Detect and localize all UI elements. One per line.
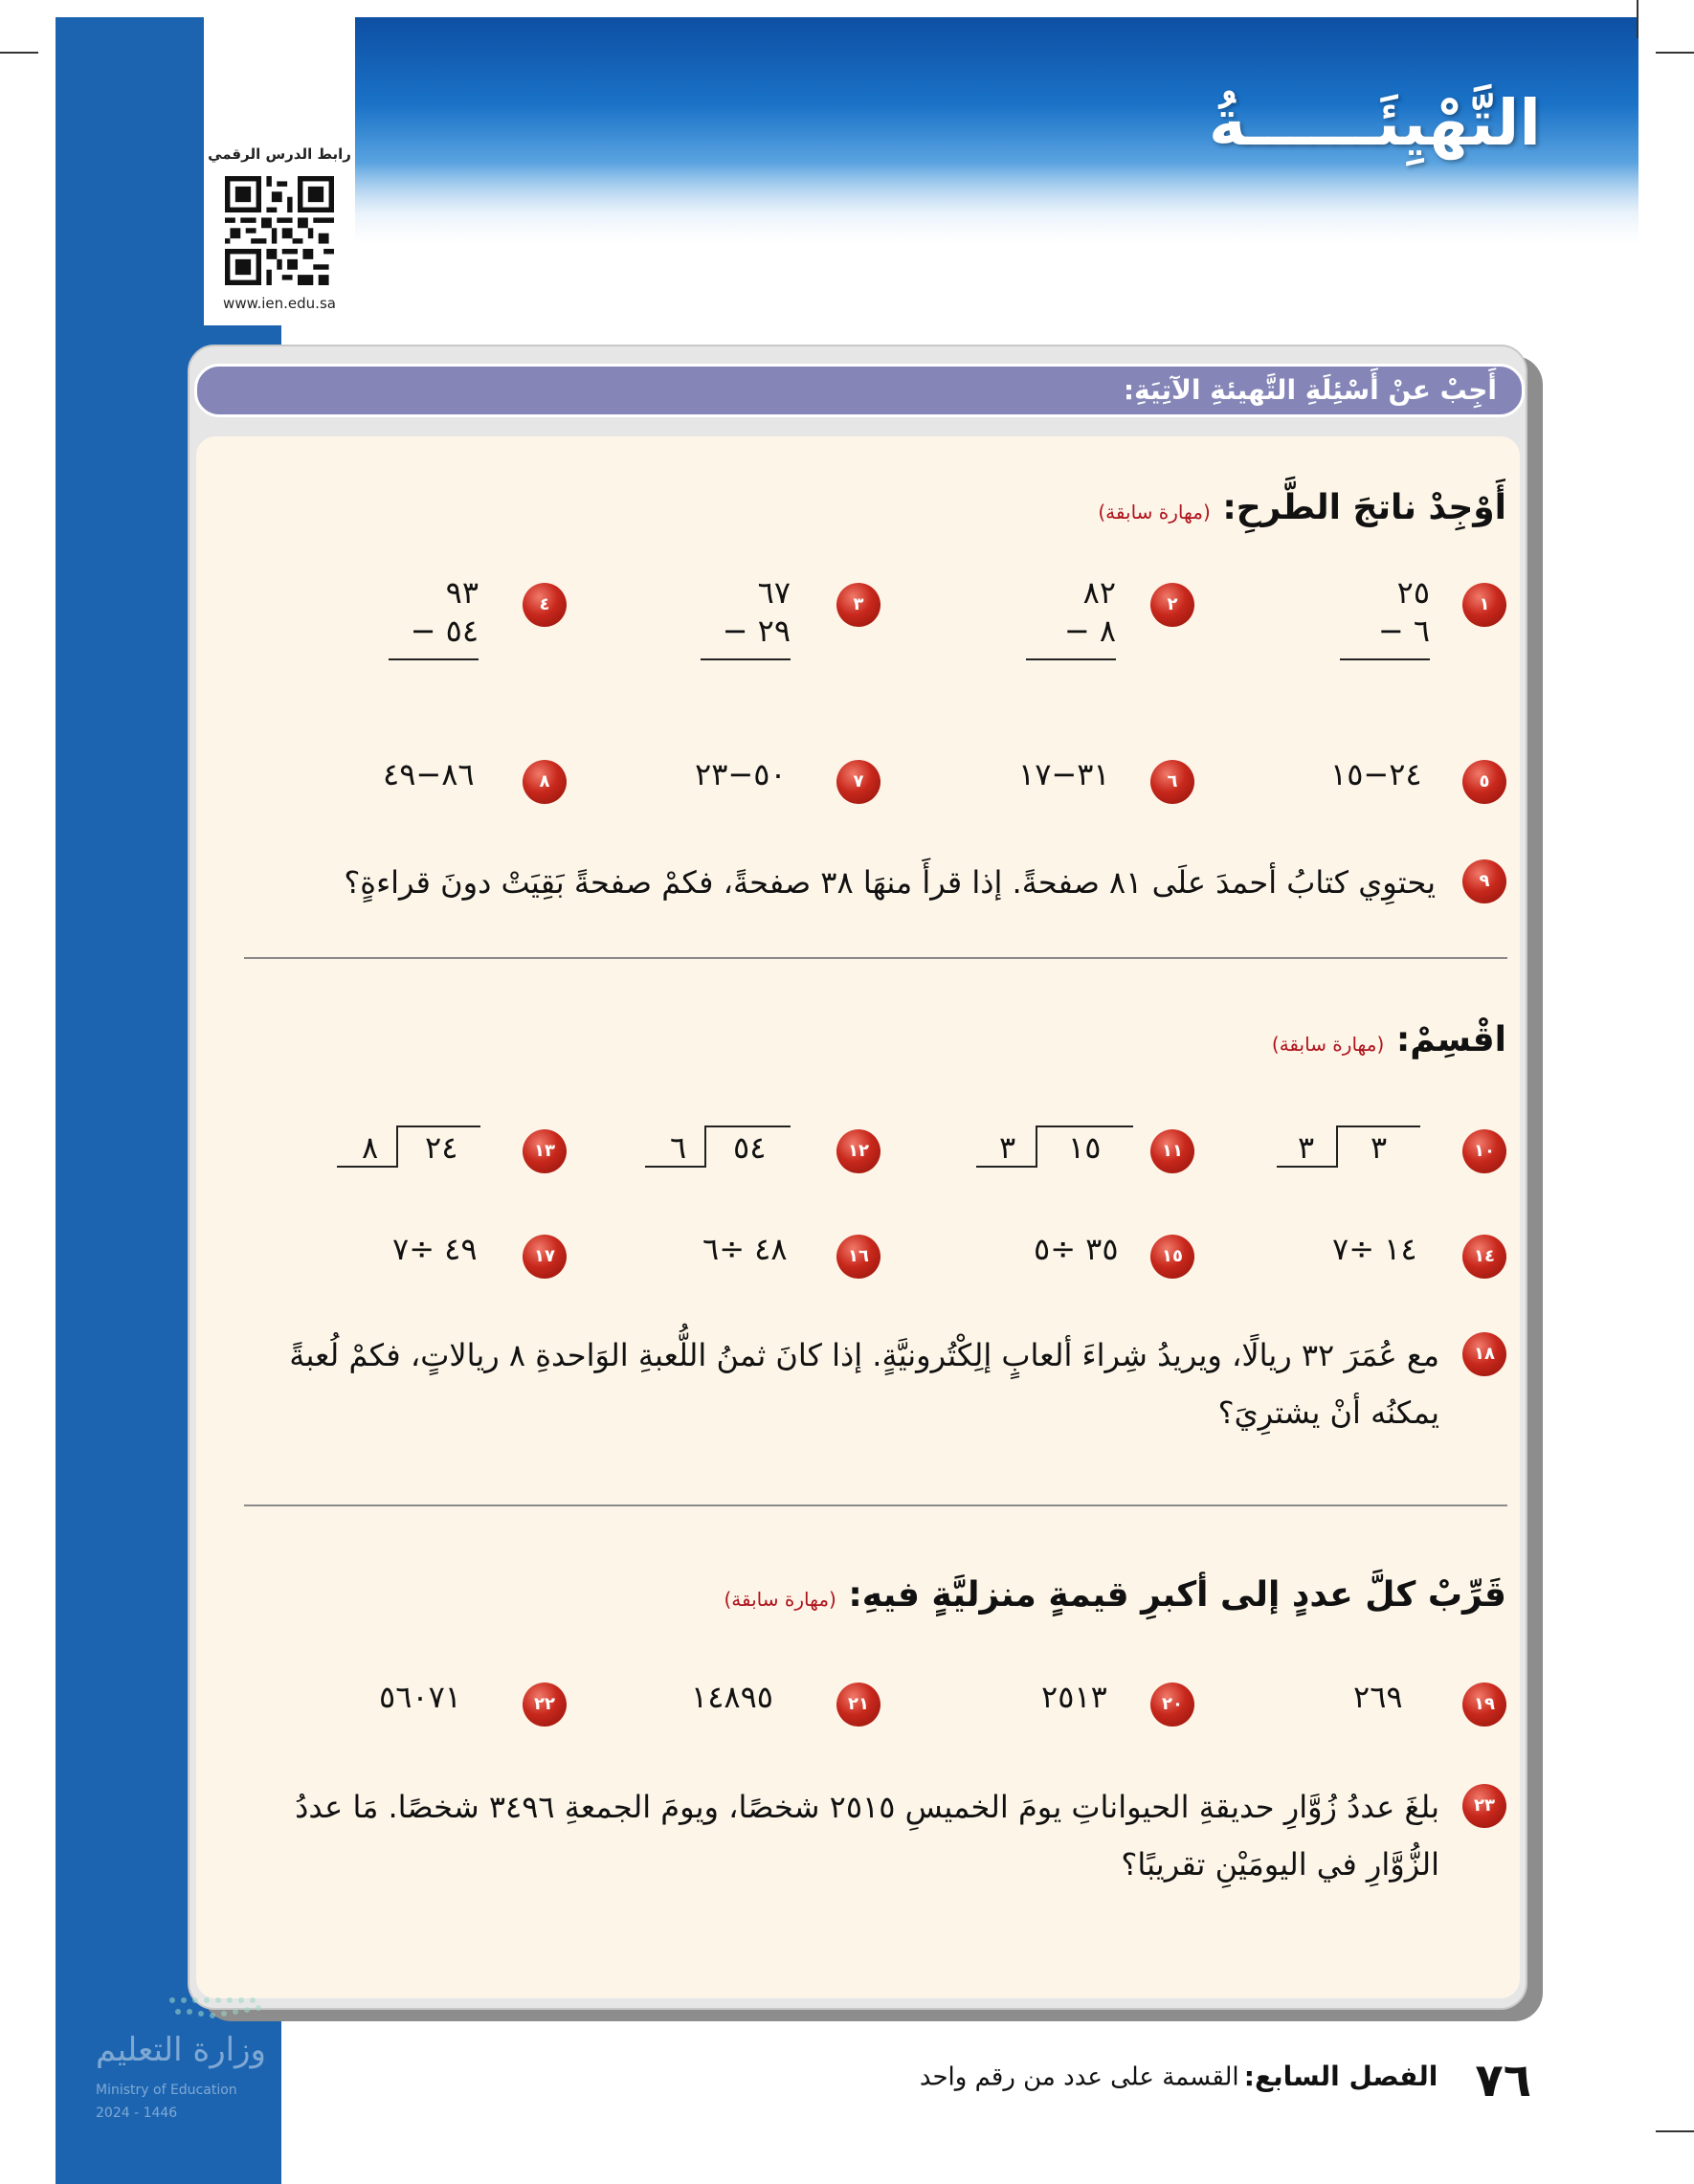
subtrahend: ٨ − — [1063, 613, 1116, 649]
section-divider — [244, 957, 1507, 959]
rounding-value: ٢٥١٣ — [1041, 1679, 1107, 1715]
question-number: ٢٣ — [1462, 1784, 1506, 1828]
rounding-value: ٢٦٩ — [1353, 1679, 1403, 1715]
dividend: ٣ — [1371, 1129, 1388, 1166]
answer-line — [1026, 658, 1116, 697]
subtraction-expression: ٢٤−١٥ — [1330, 756, 1422, 792]
divisor: ٣ — [1298, 1129, 1315, 1166]
question-number: ٥ — [1462, 760, 1506, 804]
word-problem: بلغَ عددُ زُوَّارِ حديقةِ الحيواناتِ يومَ الخميسِ ٢٥١٥ شخصًا، ويومَ الجمعةِ ٣٤٩٦ شخصًا. مَا عددُ الزُّوَّارِ في اليومَيْنِ تقريبًا؟ — [295, 1789, 1439, 1883]
subtrahend: ٢٩ − — [722, 613, 791, 649]
question-number: ١٦ — [836, 1235, 880, 1279]
section-heading-division — [1272, 1020, 1506, 1059]
dividend: ١٥ — [1068, 1129, 1102, 1166]
banner-shine — [281, 163, 1638, 249]
question-number: ١٩ — [1462, 1683, 1506, 1727]
qr-code-icon[interactable] — [225, 176, 334, 285]
division-expression: ٣٥ ÷٥ — [1034, 1231, 1119, 1267]
long-division — [645, 1125, 791, 1171]
qr-url[interactable]: www.ien.edu.sa — [223, 295, 336, 312]
minuend: ٨٢ — [1082, 574, 1116, 611]
intro-bar — [194, 364, 1525, 417]
answer-line — [1340, 658, 1430, 697]
ministry-logo — [96, 1991, 306, 2144]
long-division — [976, 1125, 1133, 1171]
vertical-subtraction — [389, 574, 479, 697]
vertical-subtraction — [1340, 574, 1430, 697]
vertical-subtraction — [1026, 574, 1116, 697]
subtraction-expression: ٣١−١٧ — [1018, 756, 1110, 792]
question-number: ١٤ — [1462, 1235, 1506, 1279]
question-number: ٧ — [836, 760, 880, 804]
question-number: ٣ — [836, 583, 880, 627]
section-heading-subtraction — [1098, 488, 1506, 527]
heading-text: قَرِّبْ كلَّ عددٍ إلى أكبرِ قيمةٍ منزليَّةٍ فيهِ: — [848, 1575, 1506, 1615]
dividend: ٥٤ — [733, 1129, 767, 1166]
rounding-value: ١٤٨٩٥ — [691, 1679, 773, 1715]
divisor: ٦ — [670, 1129, 687, 1166]
division-expression: ١٤ ÷٧ — [1332, 1231, 1417, 1267]
question-number: ٦ — [1150, 760, 1194, 804]
subtrahend: ٥٤ − — [410, 613, 479, 649]
question-number: ١٠ — [1462, 1129, 1506, 1173]
page-footer — [842, 2054, 1531, 2107]
vertical-subtraction — [701, 574, 791, 697]
section-heading-rounding — [724, 1575, 1506, 1615]
divisor: ٣ — [999, 1129, 1016, 1166]
question-number: ١١ — [1150, 1129, 1194, 1173]
answer-line — [389, 658, 479, 697]
question-number: ٢٠ — [1150, 1683, 1194, 1727]
question-number: ١٢ — [836, 1129, 880, 1173]
chapter-label: الفصل السابع: — [1243, 2060, 1438, 2092]
minuend: ٩٣ — [445, 574, 479, 611]
skill-note: (مهارة سابقة) — [724, 1588, 836, 1611]
chapter-name: القسمة على عدد من رقم واحد — [919, 2062, 1239, 2092]
ministry-year: 2024 - 1446 — [96, 2106, 178, 2121]
crop-mark — [1656, 2130, 1694, 2132]
heading-text: اقْسِمْ: — [1395, 1020, 1506, 1059]
question-number: ١٣ — [523, 1129, 567, 1173]
question-number: ٢١ — [836, 1683, 880, 1727]
minuend: ٢٥ — [1396, 574, 1430, 611]
division-expression: ٤٨ ÷٦ — [702, 1231, 788, 1267]
qr-label: رابط الدرس الرقمي — [208, 145, 351, 163]
word-problem: يحتوِي كتابُ أحمدَ علَى ٨١ صفحةً. إذا قرأَ منهَا ٣٨ صفحةً، فكمْ صفحةً بَقِيَتْ دونَ قراءةٍ؟ — [344, 864, 1436, 901]
question-number: ١ — [1462, 583, 1506, 627]
answer-line — [701, 658, 791, 697]
dividend: ٢٤ — [425, 1129, 458, 1166]
crop-mark — [0, 52, 38, 54]
minuend: ٦٧ — [757, 574, 791, 611]
subtraction-expression: ٥٠−٢٣ — [695, 756, 787, 792]
ministry-name-ar: وزارة التعليم — [96, 2031, 266, 2069]
subtraction-expression: ٨٦−٤٩ — [383, 756, 475, 792]
crop-mark — [1637, 0, 1638, 38]
subtrahend: ٦ − — [1377, 613, 1430, 649]
intro-instruction: أَجِبْ عنْ أَسْئِلَةِ التَّهيئةِ الآتِيَةِ: — [1123, 374, 1497, 406]
long-division — [1277, 1125, 1420, 1171]
crop-mark — [1656, 52, 1694, 54]
question-number: ٤ — [523, 583, 567, 627]
heading-text: أَوْجِدْ ناتجَ الطَّرحِ: — [1222, 488, 1506, 527]
question-number: ٢ — [1150, 583, 1194, 627]
word-problem: مع عُمَرَ ٣٢ ريالًا، ويريدُ شِراءَ ألعابٍ إلِكْتُرونيَّةٍ. إذا كانَ ثمنُ اللُّعبةِ الوَاحدةِ ٨ ريالاتٍ، فكمْ لُعبةً يمكنُه أنْ يشترِيَ؟ — [289, 1337, 1439, 1431]
question-number: ١٨ — [1462, 1332, 1506, 1376]
qr-card — [204, 17, 355, 325]
long-division — [337, 1125, 480, 1171]
skill-note: (مهارة سابقة) — [1098, 501, 1211, 524]
ministry-dots-icon — [96, 1991, 306, 2029]
page-title: التَّهْيِئَــــــةُ — [1208, 86, 1541, 160]
division-expression: ٤٩ ÷٧ — [392, 1231, 478, 1267]
skill-note: (مهارة سابقة) — [1271, 1033, 1385, 1056]
question-number: ١٧ — [523, 1235, 567, 1279]
question-number: ١٥ — [1150, 1235, 1194, 1279]
divisor: ٨ — [362, 1129, 379, 1166]
page-number: ٧٦ — [1475, 2054, 1531, 2107]
section-divider — [244, 1504, 1507, 1506]
question-number: ٢٢ — [523, 1683, 567, 1727]
question-number: ٩ — [1462, 859, 1506, 903]
question-number: ٨ — [523, 760, 567, 804]
ministry-name-en: Ministry of Education — [96, 2083, 237, 2098]
rounding-value: ٥٦٠٧١ — [379, 1679, 461, 1715]
